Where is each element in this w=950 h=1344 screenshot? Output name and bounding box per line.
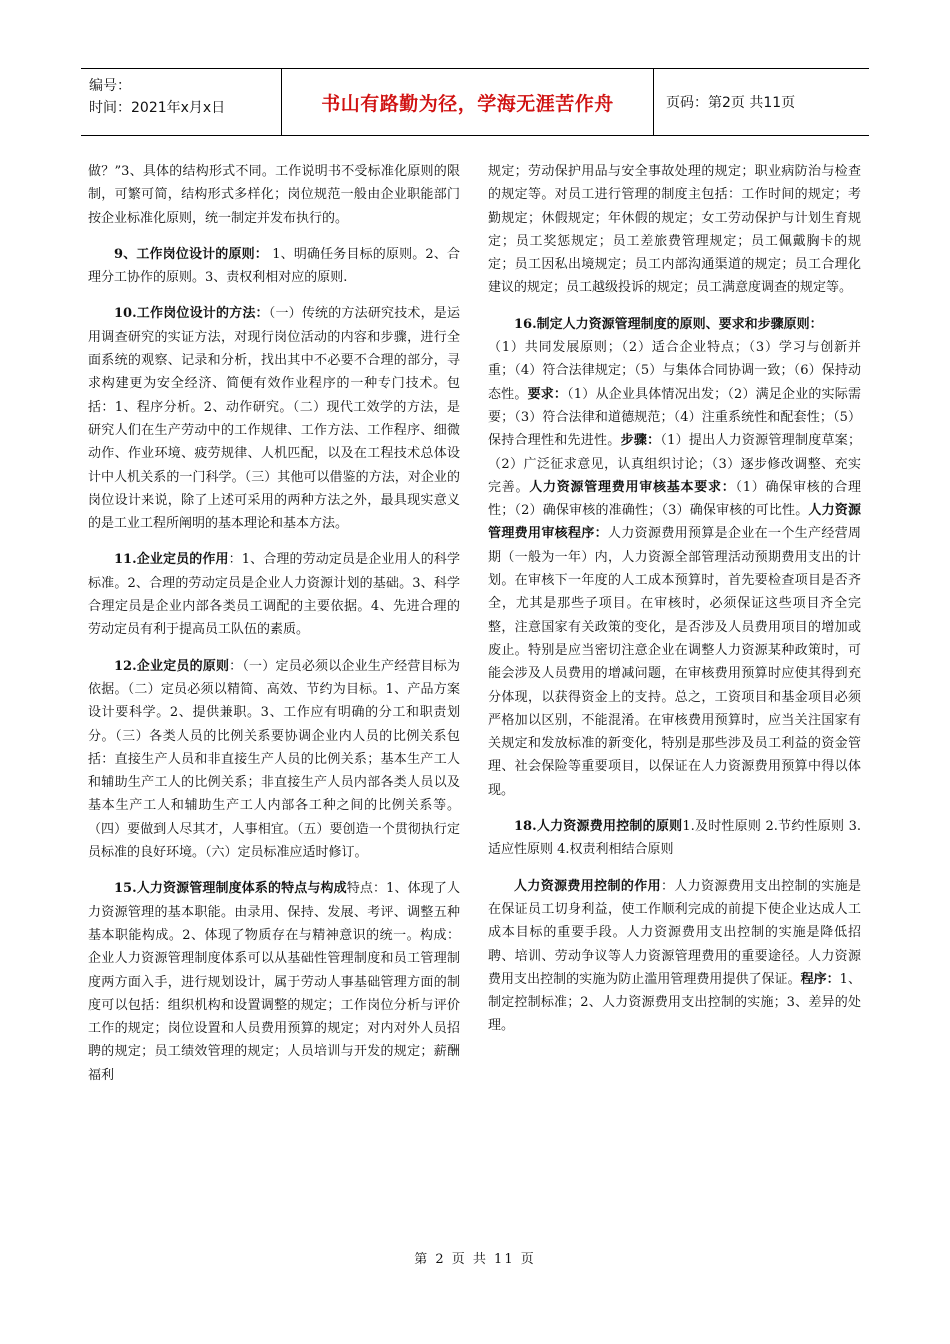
header-page-label: 页码：第2页 共11页 [666, 95, 796, 111]
section-18-body: 1.及时性原则 2.节约性原则 3.适应性原则 4.权责利相结合原则 [488, 819, 861, 858]
page-header [81, 68, 869, 136]
section-12 [88, 655, 460, 865]
section-18 [488, 815, 861, 862]
cost-control-title: 人力资源费用控制的作用 [514, 878, 661, 894]
audit-procedure-body: 人力资源费用预算是企业在一个生产经营周期（一般为一年）内，人力资源全部管理活动预期费用支出的计划。在审核下一年度的人工成本预算时，首先要检查项目是否齐全，尤其是那些子项目。在审核时，必须保证这些项目齐全完整，注意国家有关政策的变化，是否涉及人员费用项目的增加或废止。特别是应当密切注意企业在调整人力资源某种政策时，可能会涉及人员费用的增减问题，在审核费用预算时应使其得到充分体现，以获得资金上的支持。总之，工资项目和基金项目必须严格加以区别，不能混淆。在审核费用预算时，应当关注国家有关规定和发放标准的新变化，特别是那些涉及员工利益的资金管理、社会保险等重要项目，以保证在人力资源费用预算中得以体现。 [488, 526, 861, 798]
audit-requirements-body: （1）确保审核的合理性；（2）确保审核的准确性；（3）确保审核的可比性。 [488, 479, 861, 519]
left-paragraph-continued: 做？”3、具体的结构形式不同。工作说明书不受标准化原则的限制，可繁可简，结构形式多样化；岗位规范一般由企业职能部门按企业标准化原则，统一制定并发布执行的。 [88, 164, 460, 226]
section-16 [488, 313, 861, 802]
page-footer: 第 2 页 共 11 页 [414, 1252, 536, 1267]
section-11 [88, 548, 460, 641]
steps-title: 步骤： [620, 433, 661, 449]
requirements-title: 要求： [527, 386, 568, 402]
section-12-title: 12.企业定员的原则 [114, 658, 230, 674]
section-9-title: 9、工作岗位设计的原则： [114, 246, 268, 262]
procedure-title: 程序： [800, 971, 840, 987]
right-column [488, 160, 861, 1051]
audit-requirements-title: 人力资源管理费用审核基本要求： [529, 479, 736, 495]
header-motto: 书山有路勤为径，学海无涯苦作舟 [282, 69, 654, 135]
cost-control-section [488, 875, 861, 1038]
section-9-body: 1、明确任务目标的原则。2、合理分工协作的原则。3、责权利相对应的原则. [88, 246, 460, 286]
section-15-body: 特点：1、体现了人力资源管理的基本职能。由录用、保持、发展、考评、调整五种基本职能构成。2、体现了物质存在与精神意识的统一。构成：企业人力资源管理制度体系可以从基础性管理制度和员工管理制度两方面入手，进行规划设计，属于劳动人事基础管理方面的制度可以包括：组织机构和设置调整的规定；工作岗位分析与评价工作的规定；岗位设置和人员费用预算的规定；对内对外人员招聘的规定；员工绩效管理的规定；人员培训与开发的规定；薪酬福利 [88, 881, 460, 1083]
section-11-body: ：1、合理的劳动定员是企业用人的科学标准。2、合理的劳动定员是企业人力资源计划的基础。3、科学合理定员是企业内部各类员工调配的主要依据。4、先进合理的劳动定员有利于提高员工队伍的素质。 [88, 552, 460, 638]
header-meta [81, 69, 282, 135]
section-10-title: 10.工作岗位设计的方法： [114, 306, 269, 322]
section-11-title: 11.企业定员的作用 [114, 552, 229, 568]
section-10 [88, 302, 460, 535]
section-15 [88, 877, 460, 1087]
section-9 [88, 243, 460, 290]
section-18-title: 18.人力资源费用控制的原则 [514, 819, 683, 835]
section-10-body: （一）传统的方法研究技术，是运用调查研究的实证方法，对现行岗位活动的内容和步骤，进行全面系统的观察、记录和分析，找出其中不必要不合理的部分，寻求构建更为安全经济、简便有效作业程序的一种专门技术。包括：1、程序分析。2、动作研究。（二）现代工效学的方法，是研究人们在生产劳动中的工作规律、工作方法、工作程序、细微动作、作业环境、疲劳规律、人机匹配，以及在工程技术总体设计中人机关系的一门科学。（三）其他可以借鉴的方法，对企业的岗位设计来说，除了上述可采用的两种方法之外，最具现实意义的是工业工程所阐明的基本理论和基本方法。 [88, 306, 460, 532]
cost-control-body: ：人力资源费用支出控制的实施是在保证员工切身利益，使工作顺利完成的前提下使企业达成人工成本目标的重要手段。人力资源费用支出控制的实施是降低招聘、培训、劳动争议等人力资源管理费用的重要途径。人力资源费用支出控制的实施为防止滥用管理费用提供了保证。 [488, 878, 861, 987]
section-16-title: 16.制定人力资源管理制度的原则、要求和步骤原则： [514, 316, 823, 332]
section-12-body: ：（一）定员必须以企业生产经营目标为依据。（二）定员必须以精简、高效、节约为目标。1、产品方案设计要科学。2、提供兼职。3、工作应有明确的分工和职责划分。（三）各类人员的比例关系要协调企业内人员的比例关系包括：直接生产人员和非直接生产人员的比例关系；基本生产工人和辅助生产工人的比例关系；非直接生产人员内部各类人员以及基本生产工人和辅助生产工人内部各工种之间的比例关系等。（四）要做到人尽其才，人事相宜。（五）要创造一个贯彻执行定员标准的良好环境。（六）定员标准应适时修订。 [88, 658, 460, 861]
right-paragraph-continued: 规定；劳动保护用品与安全事故处理的规定；职业病防治与检查的规定等。对员工进行管理的制度主包括：工作时间的规定；考勤规定；休假规定；年休假的规定；女工劳动保护与计划生育规定；员工奖惩规定；员工差旅费管理规定；员工佩戴胸卡的规定；员工因私出境规定；员工内部沟通渠道的规定；员工合理化建议的规定；员工越级投诉的规定；员工满意度调查的规定等。 [488, 164, 861, 296]
audit-procedure-title: 人力资源管理费用审核程序： [488, 503, 861, 542]
left-column [88, 160, 460, 1100]
steps-body: （1）提出人力资源管理制度草案；（2）广泛征求意见，认真组织讨论；（3）逐步修改调整、充实完善。 [488, 433, 861, 495]
requirements-body: （1）从企业具体情况出发；（2）满足企业的实际需要；（3）符合法律和道德规范；（4）注重系统性和配套性；（5）保持合理性和先进性。 [488, 386, 861, 449]
section-15-title: 15.人力资源管理制度体系的特点与构成 [114, 881, 347, 897]
document-time-label: 时间：2021年x月x日 [89, 100, 226, 116]
section-16-principles: （1）共同发展原则；（2）适合企业特点；（3）学习与创新并重；（4）符合法律规定；（5）与集体合同协调一致；（6）保持动态性。 [488, 340, 861, 402]
document-number-label: 编号： [89, 78, 131, 94]
procedure-body: 1、制定控制标准；2、人力资源费用支出控制的实施；3、差异的处理。 [488, 971, 861, 1034]
